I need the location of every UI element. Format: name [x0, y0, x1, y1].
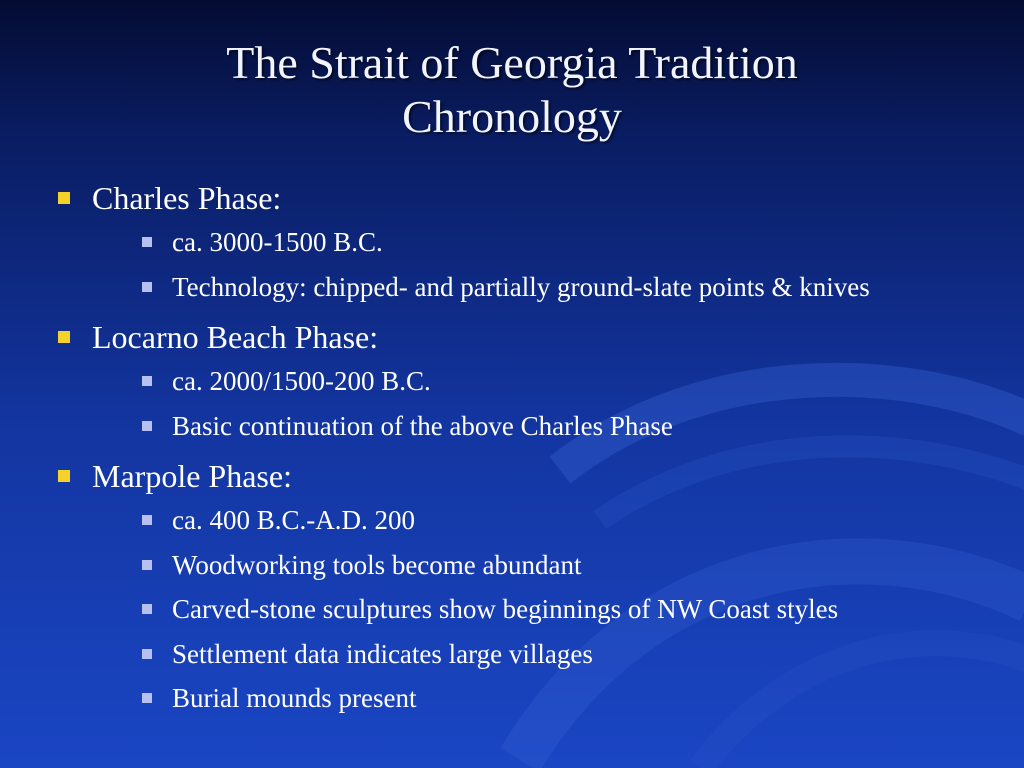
detail-item [138, 587, 1006, 632]
square-bullet-icon [142, 604, 152, 614]
square-bullet-icon [142, 237, 152, 247]
square-bullet-icon [142, 282, 152, 292]
square-bullet-icon [142, 693, 152, 703]
phase-details [92, 220, 1006, 309]
detail-text: Carved-stone sculptures show beginnings of NW Coast styles [172, 594, 839, 624]
phase-details [92, 498, 1006, 721]
detail-text: ca. 3000-1500 B.C. [172, 227, 383, 257]
phase-label: Locarno Beach Phase: [92, 319, 379, 355]
detail-text: Woodworking tools become abundant [172, 549, 582, 580]
slide-title-line-1: The Strait of Georgia Tradition [226, 37, 798, 88]
detail-item [138, 543, 1006, 588]
detail-text: Burial mounds present [172, 683, 417, 713]
phase-details [92, 359, 1006, 448]
square-bullet-icon [142, 421, 152, 431]
detail-item [138, 632, 1006, 677]
square-bullet-icon [142, 560, 152, 570]
detail-text: ca. 2000/1500-200 B.C. [172, 366, 431, 396]
phase-item-charles [56, 176, 1006, 309]
square-bullet-icon [58, 192, 70, 204]
square-bullet-icon [58, 331, 70, 343]
square-bullet-icon [142, 515, 152, 525]
detail-text: Basic continuation of the above Charles Phase [172, 410, 673, 441]
square-bullet-icon [142, 649, 152, 659]
phase-item-locarno-beach [56, 315, 1006, 448]
detail-text: ca. 400 B.C.-A.D. 200 [172, 505, 415, 535]
detail-item [138, 359, 1006, 404]
detail-item [138, 404, 1006, 449]
detail-item [138, 265, 1006, 310]
detail-item [138, 498, 1006, 543]
detail-text: Technology: chipped- and partially ground-slate points & knives [172, 271, 870, 302]
slide-title [0, 36, 1024, 144]
square-bullet-icon [58, 470, 70, 482]
square-bullet-icon [142, 376, 152, 386]
detail-text: Settlement data indicates large villages [172, 638, 593, 669]
phase-label: Charles Phase: [92, 180, 282, 216]
phase-label: Marpole Phase: [92, 458, 292, 494]
bullet-list [56, 176, 1006, 721]
slide-title-line-2: Chronology [402, 91, 622, 142]
detail-item [138, 676, 1006, 721]
detail-item [138, 220, 1006, 265]
phase-item-marpole [56, 454, 1006, 721]
